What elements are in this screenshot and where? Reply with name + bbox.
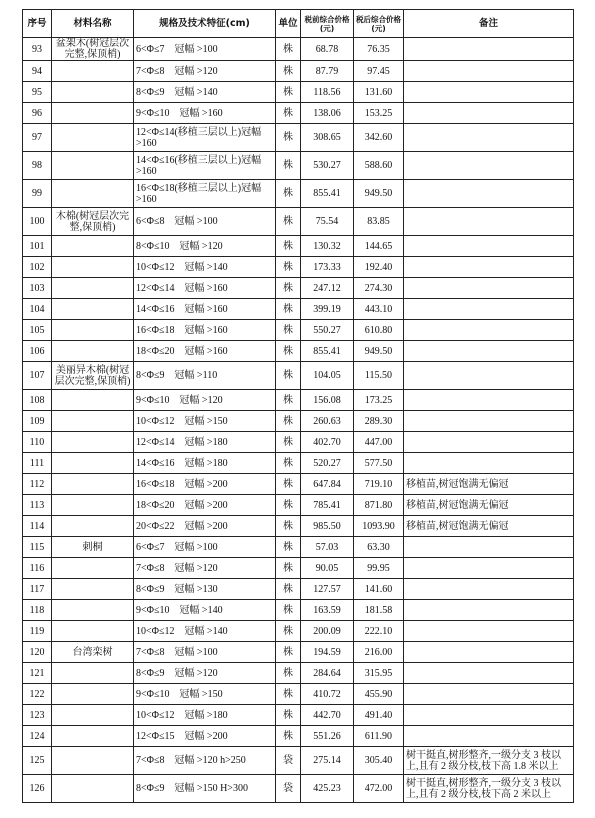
row-note-cell [404, 684, 574, 705]
row-spec-cell: 16<Φ≤18 冠幅 >200 [134, 474, 276, 495]
row-spec-cell: 9<Φ≤10 冠幅 >140 [134, 600, 276, 621]
row-spec-cell: 8<Φ≤10 冠幅 >120 [134, 236, 276, 257]
row-price-before-tax-cell: 156.08 [301, 390, 354, 411]
row-unit-cell: 株 [276, 684, 301, 705]
row-seq-cell: 119 [23, 621, 52, 642]
row-name-cell [52, 152, 134, 180]
row-note-cell [404, 600, 574, 621]
table-row [23, 180, 574, 208]
table-row [23, 432, 574, 453]
row-price-after-tax-cell: 99.95 [354, 558, 404, 579]
row-note-cell [404, 236, 574, 257]
row-spec-cell: 14<Φ≤16 冠幅 >160 [134, 299, 276, 320]
header-seq: 序号 [23, 10, 52, 38]
row-seq-cell: 124 [23, 726, 52, 747]
row-seq-cell: 96 [23, 103, 52, 124]
row-note-cell [404, 124, 574, 152]
row-spec-cell: 14<Φ≤16(移植三层以上)冠幅 >160 [134, 152, 276, 180]
row-price-after-tax-cell: 192.40 [354, 257, 404, 278]
row-spec-cell: 12<Φ≤14 冠幅 >160 [134, 278, 276, 299]
row-name-cell: 盆架木(树冠层次完整,保顶梢) [52, 38, 134, 61]
row-spec-cell: 9<Φ≤10 冠幅 >160 [134, 103, 276, 124]
row-unit-cell: 袋 [276, 775, 301, 803]
row-unit-cell: 株 [276, 705, 301, 726]
row-note-cell [404, 278, 574, 299]
row-price-before-tax-cell: 247.12 [301, 278, 354, 299]
row-spec-cell: 8<Φ≤9 冠幅 >110 [134, 362, 276, 390]
row-unit-cell: 株 [276, 579, 301, 600]
row-unit-cell: 株 [276, 516, 301, 537]
row-seq-cell: 109 [23, 411, 52, 432]
row-name-cell: 木棉(树冠层次完整,保顶梢) [52, 208, 134, 236]
row-price-after-tax-cell: 173.25 [354, 390, 404, 411]
row-unit-cell: 株 [276, 432, 301, 453]
row-spec-cell: 20<Φ≤22 冠幅 >200 [134, 516, 276, 537]
row-seq-cell: 110 [23, 432, 52, 453]
row-price-before-tax-cell: 57.03 [301, 537, 354, 558]
table-row [23, 390, 574, 411]
row-price-before-tax-cell: 284.64 [301, 663, 354, 684]
row-spec-cell: 6<Φ≤7 冠幅 >100 [134, 38, 276, 61]
row-price-after-tax-cell: 443.10 [354, 299, 404, 320]
row-unit-cell: 株 [276, 236, 301, 257]
row-spec-cell: 18<Φ≤20 冠幅 >160 [134, 341, 276, 362]
header-price-before-tax: 税前综合价格(元) [301, 10, 354, 38]
row-name-cell [52, 82, 134, 103]
row-name-cell [52, 124, 134, 152]
row-name-cell [52, 257, 134, 278]
row-seq-cell: 112 [23, 474, 52, 495]
row-note-cell [404, 320, 574, 341]
row-price-before-tax-cell: 104.05 [301, 362, 354, 390]
row-name-cell [52, 474, 134, 495]
row-name-cell [52, 621, 134, 642]
row-price-after-tax-cell: 289.30 [354, 411, 404, 432]
row-unit-cell: 株 [276, 38, 301, 61]
row-unit-cell: 株 [276, 82, 301, 103]
row-seq-cell: 103 [23, 278, 52, 299]
row-unit-cell: 株 [276, 278, 301, 299]
row-spec-cell: 18<Φ≤20 冠幅 >200 [134, 495, 276, 516]
table-row [23, 600, 574, 621]
row-unit-cell: 株 [276, 320, 301, 341]
row-unit-cell: 株 [276, 411, 301, 432]
row-unit-cell: 株 [276, 61, 301, 82]
row-name-cell [52, 495, 134, 516]
row-unit-cell: 株 [276, 537, 301, 558]
row-unit-cell: 株 [276, 257, 301, 278]
row-spec-cell: 16<Φ≤18 冠幅 >160 [134, 320, 276, 341]
row-note-cell [404, 579, 574, 600]
row-price-after-tax-cell: 455.90 [354, 684, 404, 705]
row-name-cell [52, 775, 134, 803]
row-unit-cell: 株 [276, 621, 301, 642]
row-note-cell [404, 642, 574, 663]
row-name-cell [52, 747, 134, 775]
row-note-cell: 树干挺直,树形整齐,一级分支 3 枝以上,且有 2 级分枝,枝下高 1.8 米以上 [404, 747, 574, 775]
row-spec-cell: 7<Φ≤8 冠幅 >120 [134, 61, 276, 82]
table-row [23, 726, 574, 747]
row-seq-cell: 93 [23, 38, 52, 61]
header-name: 材料名称 [52, 10, 134, 38]
table-row [23, 705, 574, 726]
row-seq-cell: 101 [23, 236, 52, 257]
row-name-cell [52, 299, 134, 320]
row-price-after-tax-cell: 97.45 [354, 61, 404, 82]
row-price-before-tax-cell: 87.79 [301, 61, 354, 82]
row-note-cell [404, 705, 574, 726]
row-name-cell: 台湾栾树 [52, 642, 134, 663]
row-price-before-tax-cell: 399.19 [301, 299, 354, 320]
row-price-after-tax-cell: 153.25 [354, 103, 404, 124]
row-note-cell: 移植苗,树冠饱满无偏冠 [404, 474, 574, 495]
table-row [23, 257, 574, 278]
row-unit-cell: 株 [276, 642, 301, 663]
row-spec-cell: 12<Φ≤14 冠幅 >180 [134, 432, 276, 453]
table-row [23, 299, 574, 320]
row-spec-cell: 9<Φ≤10 冠幅 >150 [134, 684, 276, 705]
row-seq-cell: 120 [23, 642, 52, 663]
row-unit-cell: 株 [276, 341, 301, 362]
row-unit-cell: 株 [276, 600, 301, 621]
table-row [23, 124, 574, 152]
table-row [23, 474, 574, 495]
row-seq-cell: 102 [23, 257, 52, 278]
row-price-after-tax-cell: 131.60 [354, 82, 404, 103]
row-price-after-tax-cell: 315.95 [354, 663, 404, 684]
row-seq-cell: 95 [23, 82, 52, 103]
row-name-cell [52, 432, 134, 453]
header-spec: 规格及技术特征(cm) [134, 10, 276, 38]
header-price-after-tax: 税后综合价格(元) [354, 10, 404, 38]
row-name-cell [52, 180, 134, 208]
row-price-after-tax-cell: 274.30 [354, 278, 404, 299]
row-price-after-tax-cell: 342.60 [354, 124, 404, 152]
row-seq-cell: 99 [23, 180, 52, 208]
table-row [23, 411, 574, 432]
row-note-cell: 树干挺直,树形整齐,一级分支 3 枝以上,且有 2 级分枝,枝下高 2 米以上 [404, 775, 574, 803]
row-price-before-tax-cell: 985.50 [301, 516, 354, 537]
row-note-cell [404, 411, 574, 432]
row-unit-cell: 株 [276, 453, 301, 474]
row-note-cell [404, 558, 574, 579]
row-seq-cell: 122 [23, 684, 52, 705]
row-price-after-tax-cell: 144.65 [354, 236, 404, 257]
row-price-after-tax-cell: 491.40 [354, 705, 404, 726]
row-note-cell [404, 103, 574, 124]
row-seq-cell: 116 [23, 558, 52, 579]
row-spec-cell: 10<Φ≤12 冠幅 >140 [134, 621, 276, 642]
table-row [23, 320, 574, 341]
row-price-before-tax-cell: 163.59 [301, 600, 354, 621]
row-price-before-tax-cell: 138.06 [301, 103, 354, 124]
row-unit-cell: 株 [276, 208, 301, 236]
row-note-cell [404, 180, 574, 208]
row-name-cell [52, 453, 134, 474]
row-seq-cell: 108 [23, 390, 52, 411]
row-price-before-tax-cell: 530.27 [301, 152, 354, 180]
row-spec-cell: 7<Φ≤8 冠幅 >100 [134, 642, 276, 663]
row-price-before-tax-cell: 410.72 [301, 684, 354, 705]
row-spec-cell: 7<Φ≤8 冠幅 >120 h>250 [134, 747, 276, 775]
row-price-after-tax-cell: 305.40 [354, 747, 404, 775]
table-row [23, 579, 574, 600]
row-name-cell [52, 61, 134, 82]
row-name-cell [52, 558, 134, 579]
row-seq-cell: 115 [23, 537, 52, 558]
table-row [23, 61, 574, 82]
row-name-cell [52, 663, 134, 684]
table-row [23, 341, 574, 362]
row-price-before-tax-cell: 90.05 [301, 558, 354, 579]
row-seq-cell: 106 [23, 341, 52, 362]
row-price-before-tax-cell: 402.70 [301, 432, 354, 453]
row-name-cell [52, 705, 134, 726]
row-seq-cell: 94 [23, 61, 52, 82]
row-spec-cell: 8<Φ≤9 冠幅 >130 [134, 579, 276, 600]
row-price-before-tax-cell: 308.65 [301, 124, 354, 152]
row-seq-cell: 125 [23, 747, 52, 775]
row-name-cell [52, 236, 134, 257]
row-price-after-tax-cell: 222.10 [354, 621, 404, 642]
header-row [23, 10, 574, 38]
row-spec-cell: 7<Φ≤8 冠幅 >120 [134, 558, 276, 579]
row-note-cell [404, 726, 574, 747]
row-name-cell [52, 726, 134, 747]
row-unit-cell: 株 [276, 495, 301, 516]
row-price-before-tax-cell: 425.23 [301, 775, 354, 803]
row-name-cell [52, 103, 134, 124]
row-unit-cell: 株 [276, 299, 301, 320]
row-note-cell [404, 390, 574, 411]
table-row [23, 663, 574, 684]
row-note-cell [404, 537, 574, 558]
table-row [23, 38, 574, 61]
table-row [23, 775, 574, 803]
row-price-after-tax-cell: 472.00 [354, 775, 404, 803]
row-spec-cell: 14<Φ≤16 冠幅 >180 [134, 453, 276, 474]
row-unit-cell: 株 [276, 180, 301, 208]
row-spec-cell: 10<Φ≤12 冠幅 >180 [134, 705, 276, 726]
row-seq-cell: 118 [23, 600, 52, 621]
row-note-cell [404, 299, 574, 320]
row-price-after-tax-cell: 1093.90 [354, 516, 404, 537]
row-price-after-tax-cell: 610.80 [354, 320, 404, 341]
row-price-before-tax-cell: 785.41 [301, 495, 354, 516]
row-price-after-tax-cell: 949.50 [354, 180, 404, 208]
row-price-after-tax-cell: 115.50 [354, 362, 404, 390]
row-unit-cell: 袋 [276, 747, 301, 775]
header-note: 备注 [404, 10, 574, 38]
row-seq-cell: 117 [23, 579, 52, 600]
row-price-before-tax-cell: 200.09 [301, 621, 354, 642]
row-note-cell [404, 621, 574, 642]
row-price-before-tax-cell: 127.57 [301, 579, 354, 600]
row-unit-cell: 株 [276, 103, 301, 124]
row-price-after-tax-cell: 76.35 [354, 38, 404, 61]
row-note-cell [404, 453, 574, 474]
row-unit-cell: 株 [276, 152, 301, 180]
table-row [23, 516, 574, 537]
row-price-before-tax-cell: 550.27 [301, 320, 354, 341]
row-name-cell [52, 390, 134, 411]
table-row [23, 621, 574, 642]
row-name-cell [52, 600, 134, 621]
table-row [23, 208, 574, 236]
table-body [23, 38, 574, 803]
table-row [23, 278, 574, 299]
row-note-cell [404, 432, 574, 453]
row-price-after-tax-cell: 949.50 [354, 341, 404, 362]
row-seq-cell: 114 [23, 516, 52, 537]
row-unit-cell: 株 [276, 474, 301, 495]
row-note-cell: 移植苗,树冠饱满无偏冠 [404, 495, 574, 516]
row-price-after-tax-cell: 577.50 [354, 453, 404, 474]
row-note-cell [404, 257, 574, 278]
row-price-before-tax-cell: 130.32 [301, 236, 354, 257]
row-spec-cell: 12<Φ≤15 冠幅 >200 [134, 726, 276, 747]
row-spec-cell: 6<Φ≤7 冠幅 >100 [134, 537, 276, 558]
row-price-before-tax-cell: 855.41 [301, 180, 354, 208]
table-row [23, 453, 574, 474]
row-name-cell [52, 341, 134, 362]
row-seq-cell: 104 [23, 299, 52, 320]
row-price-before-tax-cell: 173.33 [301, 257, 354, 278]
table-row [23, 537, 574, 558]
table-row [23, 684, 574, 705]
row-spec-cell: 12<Φ≤14(移植三层以上)冠幅 >160 [134, 124, 276, 152]
row-seq-cell: 123 [23, 705, 52, 726]
row-price-before-tax-cell: 194.59 [301, 642, 354, 663]
row-price-before-tax-cell: 551.26 [301, 726, 354, 747]
row-unit-cell: 株 [276, 726, 301, 747]
row-seq-cell: 97 [23, 124, 52, 152]
row-price-after-tax-cell: 141.60 [354, 579, 404, 600]
row-price-before-tax-cell: 260.63 [301, 411, 354, 432]
row-seq-cell: 111 [23, 453, 52, 474]
row-note-cell [404, 61, 574, 82]
row-name-cell [52, 579, 134, 600]
row-unit-cell: 株 [276, 663, 301, 684]
row-note-cell: 移植苗,树冠饱满无偏冠 [404, 516, 574, 537]
row-name-cell [52, 411, 134, 432]
table-row [23, 152, 574, 180]
row-spec-cell: 10<Φ≤12 冠幅 >150 [134, 411, 276, 432]
row-price-after-tax-cell: 719.10 [354, 474, 404, 495]
row-unit-cell: 株 [276, 558, 301, 579]
row-price-before-tax-cell: 118.56 [301, 82, 354, 103]
table-row [23, 362, 574, 390]
row-spec-cell: 8<Φ≤9 冠幅 >150 H>300 [134, 775, 276, 803]
table-row [23, 82, 574, 103]
row-price-after-tax-cell: 588.60 [354, 152, 404, 180]
row-name-cell [52, 320, 134, 341]
row-price-after-tax-cell: 63.30 [354, 537, 404, 558]
row-seq-cell: 113 [23, 495, 52, 516]
row-price-after-tax-cell: 871.80 [354, 495, 404, 516]
table-row [23, 642, 574, 663]
row-spec-cell: 6<Φ≤8 冠幅 >100 [134, 208, 276, 236]
table-row [23, 747, 574, 775]
row-name-cell [52, 684, 134, 705]
row-spec-cell: 16<Φ≤18(移植三层以上)冠幅 >160 [134, 180, 276, 208]
row-price-after-tax-cell: 216.00 [354, 642, 404, 663]
row-price-before-tax-cell: 520.27 [301, 453, 354, 474]
row-spec-cell: 10<Φ≤12 冠幅 >140 [134, 257, 276, 278]
row-price-after-tax-cell: 447.00 [354, 432, 404, 453]
row-note-cell [404, 82, 574, 103]
row-seq-cell: 98 [23, 152, 52, 180]
row-price-before-tax-cell: 442.70 [301, 705, 354, 726]
row-unit-cell: 株 [276, 124, 301, 152]
row-note-cell [404, 341, 574, 362]
row-price-before-tax-cell: 68.78 [301, 38, 354, 61]
row-name-cell: 美丽异木棉(树冠层次完整,保顶梢) [52, 362, 134, 390]
row-name-cell [52, 516, 134, 537]
row-spec-cell: 8<Φ≤9 冠幅 >120 [134, 663, 276, 684]
table-row [23, 558, 574, 579]
row-note-cell [404, 38, 574, 61]
table-row [23, 495, 574, 516]
row-seq-cell: 121 [23, 663, 52, 684]
row-price-before-tax-cell: 275.14 [301, 747, 354, 775]
row-price-before-tax-cell: 855.41 [301, 341, 354, 362]
row-seq-cell: 126 [23, 775, 52, 803]
row-note-cell [404, 362, 574, 390]
row-seq-cell: 100 [23, 208, 52, 236]
row-note-cell [404, 663, 574, 684]
table-row [23, 103, 574, 124]
row-spec-cell: 8<Φ≤9 冠幅 >140 [134, 82, 276, 103]
row-note-cell [404, 208, 574, 236]
row-unit-cell: 株 [276, 390, 301, 411]
row-name-cell: 刺桐 [52, 537, 134, 558]
row-price-after-tax-cell: 83.85 [354, 208, 404, 236]
row-spec-cell: 9<Φ≤10 冠幅 >120 [134, 390, 276, 411]
header-unit: 单位 [276, 10, 301, 38]
price-table [22, 9, 574, 803]
row-unit-cell: 株 [276, 362, 301, 390]
row-seq-cell: 107 [23, 362, 52, 390]
row-seq-cell: 105 [23, 320, 52, 341]
row-price-after-tax-cell: 181.58 [354, 600, 404, 621]
row-price-before-tax-cell: 647.84 [301, 474, 354, 495]
row-name-cell [52, 278, 134, 299]
row-price-after-tax-cell: 611.90 [354, 726, 404, 747]
row-note-cell [404, 152, 574, 180]
row-price-before-tax-cell: 75.54 [301, 208, 354, 236]
table-row [23, 236, 574, 257]
